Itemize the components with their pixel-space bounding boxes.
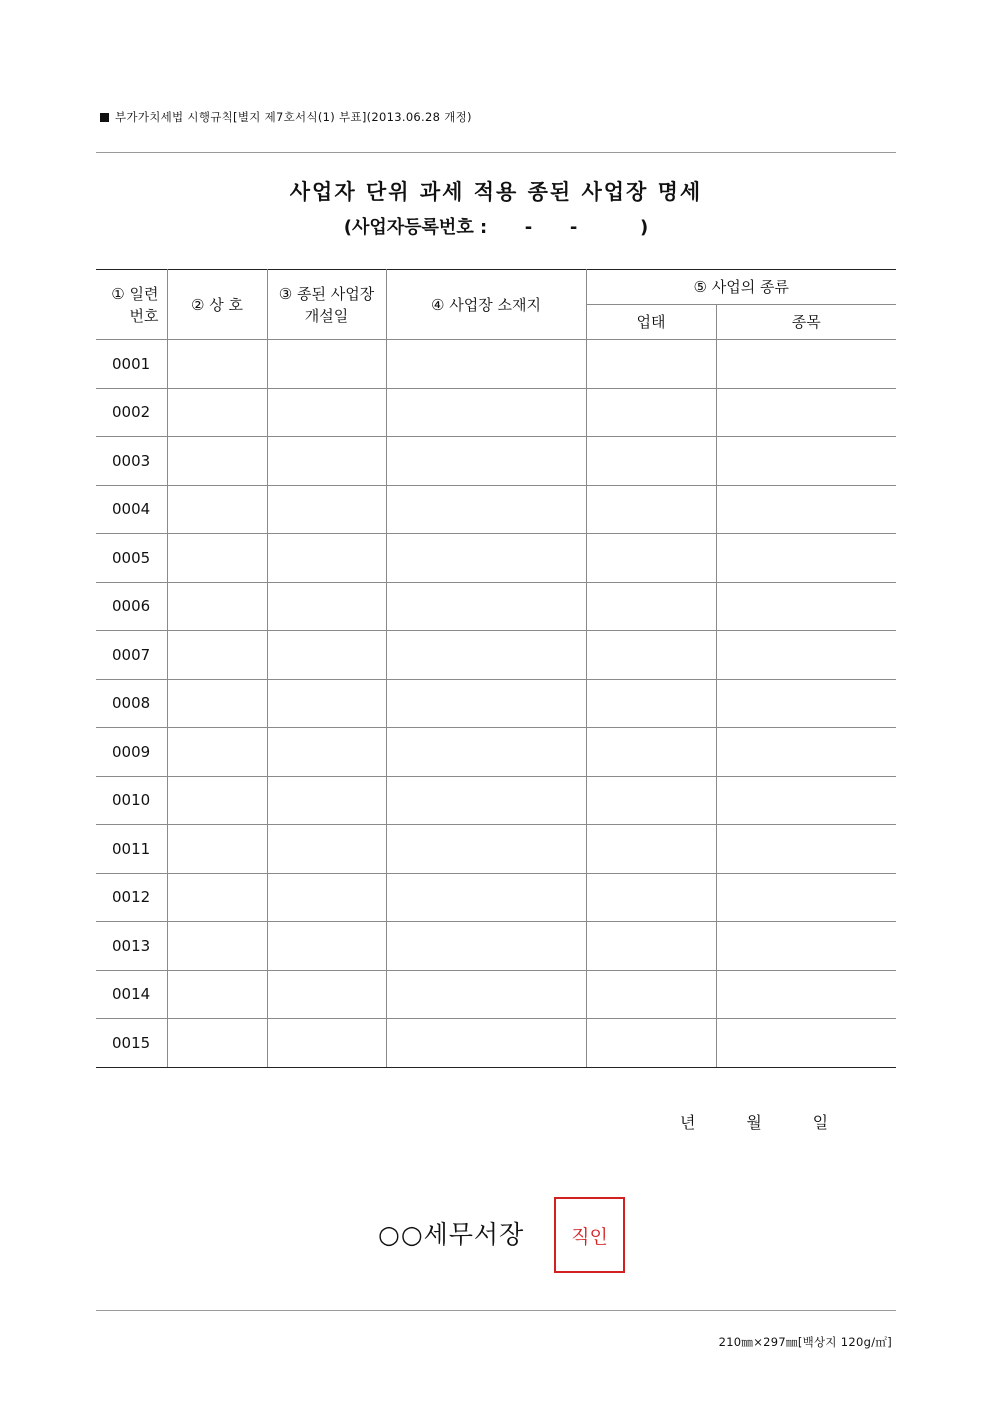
official-seal: 직인	[554, 1197, 625, 1273]
paper-spec: 210㎜×297㎜[백상지 120g/㎡]	[718, 1335, 892, 1349]
business-category-cell[interactable]	[586, 388, 716, 437]
table-row	[96, 631, 896, 680]
business-item-cell[interactable]	[716, 922, 896, 971]
serial-number-cell: 0013	[96, 922, 167, 971]
open-date-cell[interactable]	[267, 728, 386, 777]
header-open-date: ③ 종된 사업장 개설일	[267, 270, 386, 340]
business-category-cell[interactable]	[586, 873, 716, 922]
address-cell[interactable]	[386, 340, 586, 389]
header-address: ④ 사업장 소재지	[386, 270, 586, 340]
table-row	[96, 679, 896, 728]
serial-number-cell: 0009	[96, 728, 167, 777]
open-date-cell[interactable]	[267, 534, 386, 583]
serial-number-cell: 0002	[96, 388, 167, 437]
serial-number-cell: 0004	[96, 485, 167, 534]
table-row	[96, 776, 896, 825]
table-row	[96, 922, 896, 971]
address-cell[interactable]	[386, 970, 586, 1019]
address-cell[interactable]	[386, 631, 586, 680]
form-reference	[100, 109, 472, 125]
trade-name-cell[interactable]	[167, 437, 267, 486]
address-cell[interactable]	[386, 1019, 586, 1068]
table-row	[96, 970, 896, 1019]
open-date-cell[interactable]	[267, 970, 386, 1019]
open-date-cell[interactable]	[267, 437, 386, 486]
table-row	[96, 825, 896, 874]
address-cell[interactable]	[386, 825, 586, 874]
business-item-cell[interactable]	[716, 340, 896, 389]
open-date-cell[interactable]	[267, 631, 386, 680]
table-row	[96, 728, 896, 777]
business-category-cell[interactable]	[586, 922, 716, 971]
open-date-cell[interactable]	[267, 825, 386, 874]
serial-number-cell: 0005	[96, 534, 167, 583]
open-date-cell[interactable]	[267, 485, 386, 534]
business-category-cell[interactable]	[586, 776, 716, 825]
date-line: 년 월 일	[680, 1113, 829, 1132]
trade-name-cell[interactable]	[167, 825, 267, 874]
business-category-cell[interactable]	[586, 485, 716, 534]
form-reference-text: 부가가치세법 시행규칙[별지 제7호서식(1) 부표](2013.06.28 개정)	[115, 110, 472, 124]
business-item-cell[interactable]	[716, 534, 896, 583]
trade-name-cell[interactable]	[167, 679, 267, 728]
business-item-cell[interactable]	[716, 631, 896, 680]
open-date-cell[interactable]	[267, 776, 386, 825]
open-date-cell[interactable]	[267, 1019, 386, 1068]
business-item-cell[interactable]	[716, 825, 896, 874]
trade-name-cell[interactable]	[167, 534, 267, 583]
serial-number-cell: 0001	[96, 340, 167, 389]
tax-office-name: ○○세무서장	[378, 1220, 525, 1249]
address-cell[interactable]	[386, 679, 586, 728]
open-date-cell[interactable]	[267, 873, 386, 922]
business-item-cell[interactable]	[716, 1019, 896, 1068]
address-cell[interactable]	[386, 388, 586, 437]
registration-number-line: (사업자등록번호 : - - )	[343, 217, 649, 238]
business-category-cell[interactable]	[586, 970, 716, 1019]
serial-number-cell: 0006	[96, 582, 167, 631]
trade-name-cell[interactable]	[167, 776, 267, 825]
business-item-cell[interactable]	[716, 970, 896, 1019]
serial-number-cell: 0007	[96, 631, 167, 680]
address-cell[interactable]	[386, 922, 586, 971]
trade-name-cell[interactable]	[167, 873, 267, 922]
business-item-cell[interactable]	[716, 776, 896, 825]
serial-number-cell: 0008	[96, 679, 167, 728]
trade-name-cell[interactable]	[167, 728, 267, 777]
table-row	[96, 873, 896, 922]
business-item-cell[interactable]	[716, 679, 896, 728]
open-date-cell[interactable]	[267, 388, 386, 437]
open-date-cell[interactable]	[267, 340, 386, 389]
serial-number-cell: 0003	[96, 437, 167, 486]
bottom-divider	[96, 1310, 896, 1311]
open-date-cell[interactable]	[267, 679, 386, 728]
form-title: 사업자 단위 과세 적용 종된 사업장 명세	[289, 180, 703, 204]
business-category-cell[interactable]	[586, 1019, 716, 1068]
header-business-category: 업태	[586, 305, 716, 340]
header-serial-number: ① 일련 번호	[96, 270, 167, 340]
business-category-cell[interactable]	[586, 340, 716, 389]
header-business-item: 종목	[716, 305, 896, 340]
business-item-cell[interactable]	[716, 388, 896, 437]
business-item-cell[interactable]	[716, 485, 896, 534]
trade-name-cell[interactable]	[167, 970, 267, 1019]
business-category-cell[interactable]	[586, 437, 716, 486]
table-row	[96, 340, 896, 389]
business-item-cell[interactable]	[716, 582, 896, 631]
table-row	[96, 1019, 896, 1068]
square-bullet-icon	[100, 113, 109, 122]
trade-name-cell[interactable]	[167, 1019, 267, 1068]
trade-name-cell[interactable]	[167, 485, 267, 534]
serial-number-cell: 0010	[96, 776, 167, 825]
serial-number-cell: 0015	[96, 1019, 167, 1068]
address-cell[interactable]	[386, 485, 586, 534]
business-item-cell[interactable]	[716, 873, 896, 922]
table-row	[96, 437, 896, 486]
address-cell[interactable]	[386, 873, 586, 922]
business-item-cell[interactable]	[716, 728, 896, 777]
open-date-cell[interactable]	[267, 922, 386, 971]
table-row	[96, 582, 896, 631]
trade-name-cell[interactable]	[167, 340, 267, 389]
serial-number-cell: 0014	[96, 970, 167, 1019]
trade-name-cell[interactable]	[167, 388, 267, 437]
address-cell[interactable]	[386, 534, 586, 583]
header-trade-name: ② 상 호	[167, 270, 267, 340]
business-item-cell[interactable]	[716, 437, 896, 486]
table-row	[96, 485, 896, 534]
header-business-type: ⑤ 사업의 종류	[586, 270, 896, 305]
trade-name-cell[interactable]	[167, 631, 267, 680]
business-category-cell[interactable]	[586, 679, 716, 728]
business-category-cell[interactable]	[586, 825, 716, 874]
trade-name-cell[interactable]	[167, 582, 267, 631]
serial-number-cell: 0012	[96, 873, 167, 922]
address-cell[interactable]	[386, 776, 586, 825]
top-divider	[96, 152, 896, 153]
open-date-cell[interactable]	[267, 582, 386, 631]
business-category-cell[interactable]	[586, 728, 716, 777]
business-category-cell[interactable]	[586, 631, 716, 680]
table-row	[96, 388, 896, 437]
table-row	[96, 534, 896, 583]
serial-number-cell: 0011	[96, 825, 167, 874]
business-category-cell[interactable]	[586, 534, 716, 583]
sub-workplace-table	[96, 269, 896, 1068]
trade-name-cell[interactable]	[167, 922, 267, 971]
business-category-cell[interactable]	[586, 582, 716, 631]
address-cell[interactable]	[386, 437, 586, 486]
address-cell[interactable]	[386, 728, 586, 777]
address-cell[interactable]	[386, 582, 586, 631]
